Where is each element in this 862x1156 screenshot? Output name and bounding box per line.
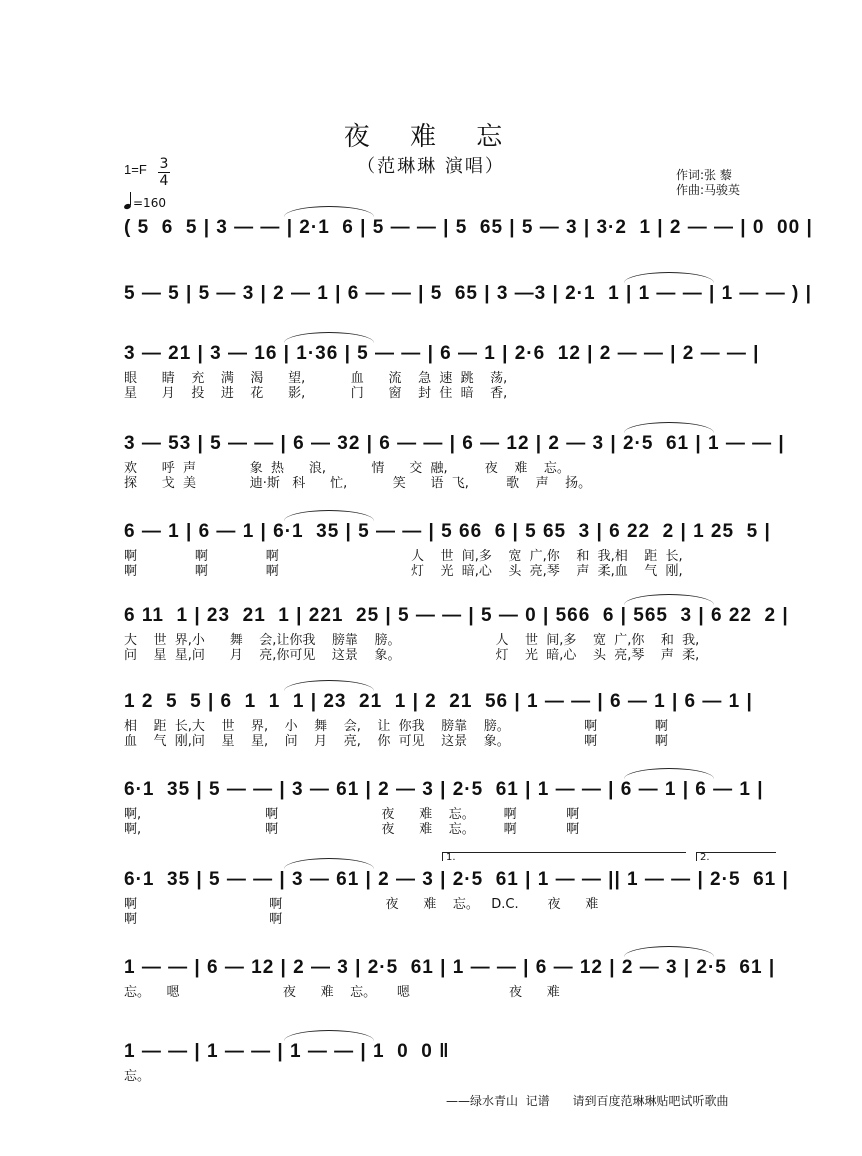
notation-line: 6·1 35 | 5 — — | 3 — 61 | 2 — 3 | 2·5 61 | 1 — — | 6 — 1 | 6 — 1 |: [124, 779, 764, 800]
song-title: 夜 难 忘: [343, 122, 519, 152]
slur-mark: [624, 594, 714, 605]
notation-line: 1 2 5 5 | 6 1 1 1 | 23 21 1 | 2 21 56 | 1 — — | 6 — 1 | 6 — 1 |: [124, 691, 753, 712]
notation-line: 5 — 5 | 5 — 3 | 2 — 1 | 6 — — | 5 65 | 3 —3 | 2·1 1 | 1 — — | 1 — — ) |: [124, 283, 812, 304]
slur-mark: [284, 858, 374, 869]
lyric-line-2: 探 戈 美 迪·斯 科 忙, 笑 语 飞, 歌 声 扬。: [124, 476, 592, 491]
lyric-line-2: 啊 啊 啊 灯 光 暗,心 头 亮,琴 声 柔,血 气 刚,: [124, 564, 683, 579]
lyric-line-1: 欢 呼 声 象 热 浪, 情 交 融, 夜 难 忘。: [124, 461, 570, 476]
lyricist-credit: 作词:张 藜: [676, 168, 732, 182]
notation-line: 1 — — | 6 — 12 | 2 — 3 | 2·5 61 | 1 — — | 6 — 12 | 2 — 3 | 2·5 61 |: [124, 957, 776, 978]
notation-line: 3 — 21 | 3 — 16 | 1·36 | 5 — — | 6 — 1 | 2·6 12 | 2 — — | 2 — — |: [124, 343, 760, 364]
lyric-line-1: 大 世 界,小 舞 会,让你我 膀靠 膀。 人 世 间,多 宽 广,你 和 我,: [124, 633, 700, 648]
tempo-value: =160: [133, 196, 166, 210]
composer-credit: 作曲:马骏英: [676, 183, 741, 197]
slur-mark: [284, 1030, 374, 1041]
slur-mark: [284, 206, 374, 217]
notation-line: 6 — 1 | 6 — 1 | 6·1 35 | 5 — — | 5 66 6 | 5 65 3 | 6 22 2 | 1 25 5 |: [124, 521, 771, 542]
lyric-line-1: 啊, 啊 夜 难 忘。 啊 啊: [124, 807, 580, 822]
footer-note: ——绿水青山 记谱 请到百度范琳琳贴吧试听歌曲: [446, 1094, 729, 1108]
notation-line: 3 — 53 | 5 — — | 6 — 32 | 6 — — | 6 — 12 | 2 — 3 | 2·5 61 | 1 — — |: [124, 433, 785, 454]
volta-second-ending: 2.: [696, 852, 776, 861]
lyric-line-2: 血 气 刚,问 星 星, 问 月 亮, 你 可见 这景 象。 啊 啊: [124, 734, 668, 749]
lyric-line-1: 忘。 嗯 夜 难 忘。 嗯 夜 难: [124, 985, 560, 1000]
lyric-line-1: 眼 睛 充 满 渴 望, 血 流 急 速 跳 荡,: [124, 371, 508, 386]
key-signature: 1=F: [124, 162, 147, 177]
slur-mark: [624, 768, 714, 779]
lyric-line-2: 啊, 啊 夜 难 忘。 啊 啊: [124, 822, 580, 837]
slur-mark: [284, 510, 374, 521]
lyric-line-2: 问 星 星,问 月 亮,你可见 这景 象。 灯 光 暗,心 头 亮,琴 声 柔,: [124, 648, 700, 663]
lyric-line-1: 相 距 长,大 世 界, 小 舞 会, 让 你我 膀靠 膀。 啊 啊: [124, 719, 668, 734]
time-sig-bottom: 4: [159, 173, 169, 189]
lyric-line-1: 忘。: [124, 1069, 151, 1084]
note-stem-icon: [130, 192, 131, 205]
notation-line: ( 5 6 5 | 3 — — | 2·1 6 | 5 — — | 5 65 | 5 — 3 | 3·2 1 | 2 — — | 0 00 |: [124, 217, 813, 238]
tempo-marking: [124, 192, 166, 210]
slur-mark: [624, 422, 714, 433]
time-sig-top: 3: [159, 156, 169, 172]
lyric-line-1: 啊 啊 夜 难 忘。 D.C. 夜 难: [124, 897, 599, 912]
song-subtitle: （范琳琳 演唱）: [357, 156, 505, 177]
quarter-note-icon: [123, 203, 131, 210]
notation-line: 1 — — | 1 — — | 1 — — | 1 0 0 ‖: [124, 1041, 450, 1062]
slur-mark: [284, 680, 374, 691]
lyric-line-1: 啊 啊 啊 人 世 间,多 宽 广,你 和 我,相 距 长,: [124, 549, 683, 564]
lyric-line-2: 啊 啊: [124, 912, 283, 927]
time-signature: [158, 156, 170, 189]
slur-mark: [284, 332, 374, 343]
lyric-line-2: 星 月 投 进 花 影, 门 窗 封 住 暗 香,: [124, 386, 508, 401]
slur-mark: [624, 272, 714, 283]
notation-line: 6·1 35 | 5 — — | 3 — 61 | 2 — 3 | 2·5 61 | 1 — — || 1 — — | 2·5 61 |: [124, 869, 789, 890]
slur-mark: [624, 946, 714, 957]
notation-line: 6 11 1 | 23 21 1 | 221 25 | 5 — — | 5 — 0 | 566 6 | 565 3 | 6 22 2 |: [124, 605, 789, 626]
volta-first-ending: 1.: [442, 852, 686, 861]
